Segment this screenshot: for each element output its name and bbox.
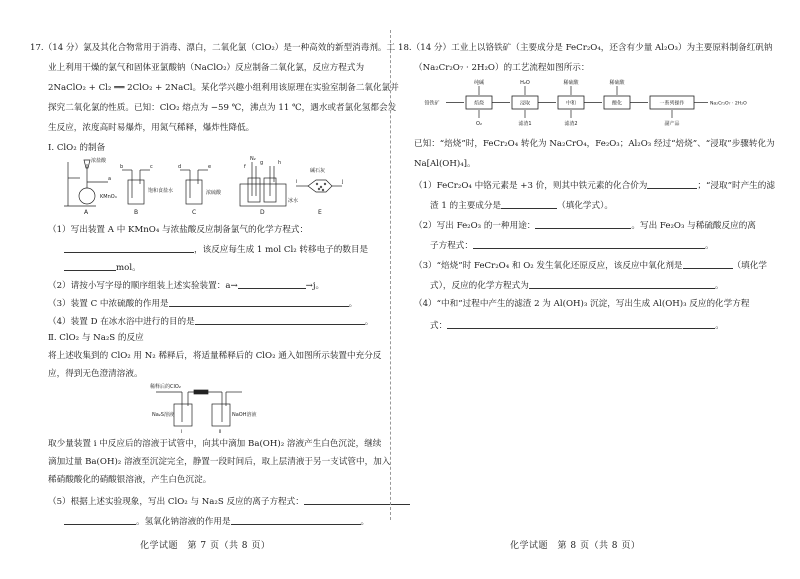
flow-neutral: 中和	[565, 100, 577, 107]
label-n2: N₂	[250, 156, 256, 162]
port-c: c	[150, 164, 153, 170]
q17-p2-line1: 将上述收集到的 ClO₂ 用 N₂ 稀释后，将适量稀释后的 ClO₂ 通入如图所示装置中充分反	[48, 351, 382, 361]
flow-water: H₂O	[520, 80, 530, 86]
flow-dil-h2so4-2: 稀硫酸	[609, 80, 625, 86]
port-b: b	[120, 164, 124, 170]
answer-blank[interactable]	[501, 200, 557, 209]
q17-s5-line1: （5）根据上述实验现象，写出 ClO₂ 与 Na₂S 反应的离子方程式：	[48, 496, 410, 508]
answer-blank[interactable]	[529, 280, 715, 289]
label-conc-h2so4: 浓硫酸	[206, 190, 222, 196]
q17-line5: 生反应，浓度高时易爆炸，用氮气稀释，爆炸性降低。	[48, 123, 255, 133]
answer-blank[interactable]	[195, 316, 365, 325]
q18-s3-line1: （3）“焙烧”时 FeCr₂O₄ 和 O₂ 发生氧化还原反应，该反应中氧化剂是 （填化学	[414, 261, 767, 271]
flow-residue2: 滤渣2	[564, 121, 578, 127]
label-sat-nacl: 饱和食盐水	[148, 188, 174, 194]
q18-known-line2: Na[Al(OH)₄]。	[414, 159, 476, 169]
q17-p3-line2: 滴加过量 Ba(OH)₂ 溶液至沉淀完全，静置一段时间后，取上层清液于另一支试管中，加入	[48, 457, 391, 467]
port-g: g	[260, 160, 264, 166]
port-h: h	[278, 160, 282, 166]
answer-blank[interactable]	[473, 240, 705, 249]
process-flow-diagram	[418, 80, 747, 130]
q17-line3: 2NaClO₂ + Cl₂ ══ 2ClO₂ + 2NaCl。某化学兴趣小组利用该原理在实验室制备二氧化氯并	[48, 83, 399, 93]
answer-blank[interactable]	[647, 180, 697, 189]
label-na2s: Na₂S溶液	[152, 412, 174, 418]
port-a: a	[108, 176, 112, 182]
flow-series-ops: 一系列操作	[659, 100, 685, 107]
q18-known-line1: 已知：“焙烧”时，FeCr₂O₄ 转化为 Na₂CrO₄，Fe₂O₃；Al₂O₃ 经过“焙烧”、“浸取”步骤转化为	[414, 139, 775, 149]
port-d: d	[178, 164, 182, 170]
answer-blank[interactable]	[683, 260, 733, 269]
q18-s3-line2: 式），反应的化学方程式为 。	[430, 281, 724, 291]
label-kmno4: KMnO₄	[100, 194, 117, 200]
q18-s2-line1: （2）写出 Fe₂O₃ 的一种用途： 。写出 Fe₂O₃ 与稀硫酸反应的离	[414, 221, 756, 231]
footer-page-7: 化学试题 第 7 页（共 8 页）	[140, 541, 271, 551]
q17-part2-title: Ⅱ. ClO₂ 与 Na₂S 的反应	[48, 333, 144, 343]
label-conc-hcl: 浓盐酸	[91, 158, 107, 164]
port-e: e	[208, 164, 212, 170]
flow-byproduct: 副产品	[664, 121, 680, 127]
flow-ore: 铬铁矿	[424, 100, 440, 107]
na2s-apparatus-figure	[150, 384, 270, 434]
q17-s3: （3）装置 C 中浓硫酸的作用是 。	[48, 299, 358, 309]
column-divider	[390, 30, 391, 520]
label-diluted-clo2: 稀释后的ClO₂	[150, 384, 181, 390]
q17-line2: 业上利用干燥的氯气和固体亚氯酸钠（NaClO₂）反应制备二氧化氯，反应方程式为	[48, 63, 365, 73]
answer-blank[interactable]	[64, 516, 136, 525]
answer-blank[interactable]	[238, 280, 306, 289]
q17-header: 17.（14 分）氯及其化合物常用于消毒、漂白，二氧化氯（ClO₂）是一种高效的新型消毒剂。工	[30, 43, 396, 53]
flow-roast: 焙烧	[473, 100, 485, 107]
flow-soda: 纯碱	[473, 80, 485, 86]
q17-s1-line1: （1）写出装置 A 中 KMnO₄ 与浓盐酸反应制备氯气的化学方程式：	[48, 225, 309, 235]
apparatus-figure	[60, 156, 360, 216]
q18-line2: （Na₂Cr₂O₇ · 2H₂O）的工艺流程如图所示：	[414, 63, 590, 73]
answer-blank[interactable]	[304, 496, 410, 505]
label-i: ⅰ	[181, 429, 183, 435]
q18-s1-line2: 渣 1 的主要成分是 （填化学式）。	[430, 201, 613, 211]
q17-s1-line2: ，该反应每生成 1 mol Cl₂ 转移电子的数目是	[64, 244, 368, 256]
flow-o2: O₂	[476, 121, 482, 127]
q18-header: 18.（14 分）工业上以铬铁矿（主要成分是 FeCr₂O₄，还含有少量 Al₂O₃）为主要原料制备红矾钠	[398, 43, 773, 53]
q17-p3-line1: 取少量装置 ⅰ 中反应后的溶液于试管中，向其中滴加 Ba(OH)₂ 溶液产生白色沉淀，继续	[48, 439, 382, 449]
flow-dil-h2so4-1: 稀硫酸	[563, 80, 579, 86]
q17-line4: 探究二氧化氯的性质。已知：ClO₂ 熔点为 −59 ℃，沸点为 11 ℃，遇水或者氯化氢都会发	[48, 103, 397, 113]
flow-product: Na₂Cr₂O₇ · 2H₂O	[710, 101, 747, 107]
port-i: i	[296, 179, 298, 185]
answer-blank[interactable]	[64, 262, 116, 271]
q18-s4-line1: （4）“中和”过程中产生的滤渣 2 为 Al(OH)₃ 沉淀，写出生成 Al(OH)₃ 反应的化学方程	[414, 299, 750, 309]
q17-s2: （2）请按小写字母的顺序组装上述实验装置：a→ →j。	[48, 281, 325, 291]
label-ii: ⅱ	[219, 429, 222, 435]
port-f: f	[244, 164, 246, 170]
q17-s5-line2: 。氢氧化钠溶液的作用是 。	[64, 516, 369, 528]
q17-s1-line3: mol。	[64, 262, 141, 274]
label-D: D	[260, 209, 265, 216]
answer-blank[interactable]	[64, 244, 194, 253]
q18-s2-line2: 子方程式： 。	[430, 241, 714, 251]
label-naoh: NaOH溶液	[232, 412, 257, 418]
answer-blank[interactable]	[169, 298, 349, 307]
label-B: B	[134, 209, 139, 216]
answer-blank[interactable]	[535, 220, 631, 229]
label-E: E	[318, 209, 322, 216]
answer-blank[interactable]	[447, 320, 715, 329]
port-j: j	[342, 179, 344, 185]
flow-leach: 浸取	[519, 100, 531, 107]
q17-part1-title: Ⅰ. ClO₂ 的制备	[48, 143, 106, 153]
q18-s1-line1: （1）FeCr₂O₄ 中铬元素是 +3 价，则其中铁元素的化合价为 ；“浸取”时产生的滤	[414, 181, 775, 191]
q17-p3-line3: 稀硝酸酸化的硝酸银溶液，产生白色沉淀。	[48, 475, 212, 485]
q18-s4-line2: 式： 。	[430, 321, 724, 331]
q17-s4: （4）装置 D 在冰水浴中进行的目的是 。	[48, 317, 374, 327]
label-soda-lime: 碱石灰	[310, 168, 326, 174]
label-C: C	[192, 209, 197, 216]
flow-acidify: 酸化	[611, 100, 623, 107]
flow-residue1: 滤渣1	[518, 121, 532, 127]
q17-p2-line2: 应，得到无色澄清溶液。	[48, 369, 143, 379]
label-ice-water: 冰水	[288, 198, 299, 204]
answer-blank[interactable]	[231, 516, 361, 525]
label-A: A	[84, 209, 89, 216]
footer-page-8: 化学试题 第 8 页（共 8 页）	[510, 541, 641, 551]
